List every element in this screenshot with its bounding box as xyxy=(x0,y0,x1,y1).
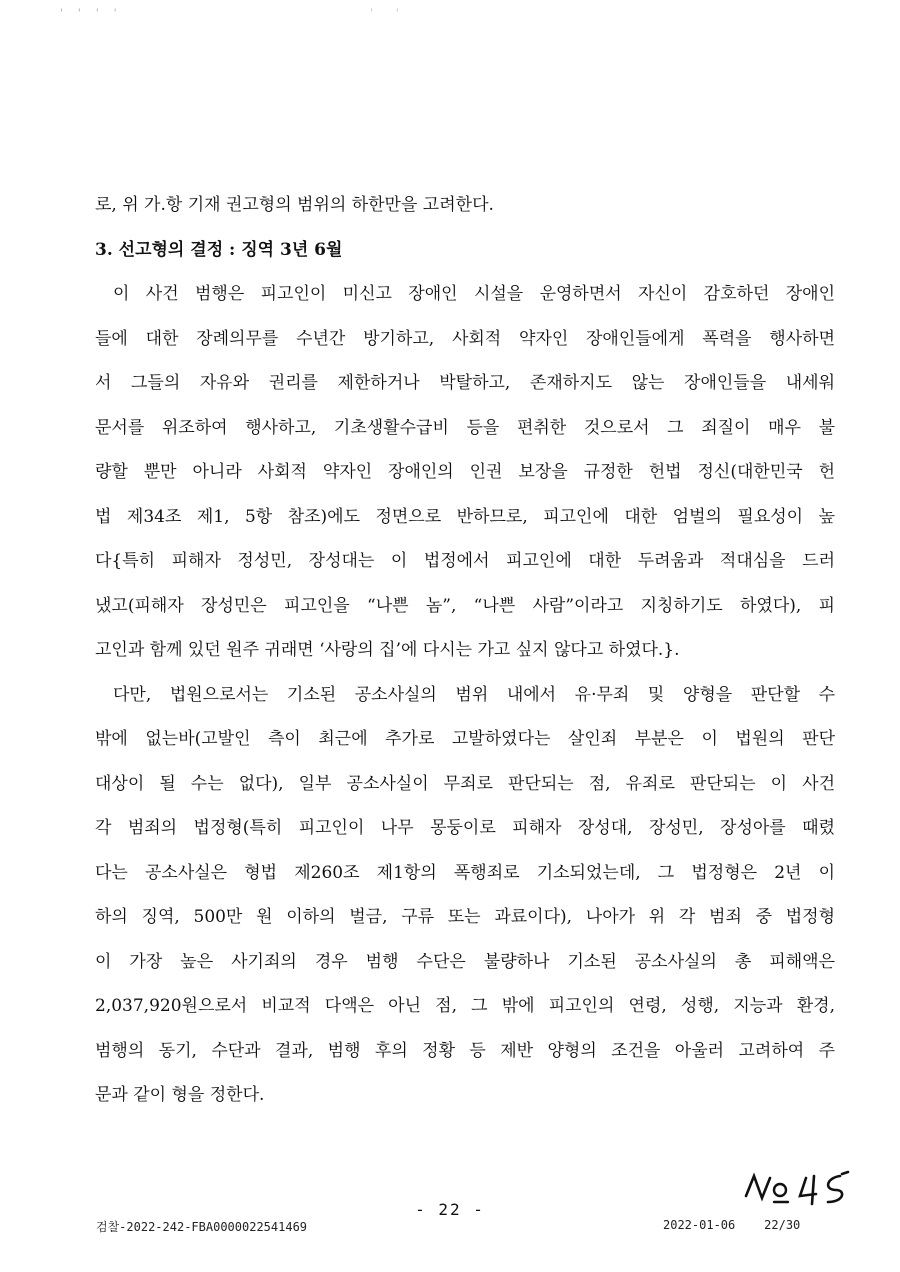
body-line: 이 사건 범행은 피고인이 미신고 장애인 시설을 운영하면서 자신이 감호하던 장애인 xyxy=(113,284,835,304)
body-line: 냈고(피해자 장성민은 피고인을 “나쁜 놈”, “나쁜 사람”이라고 지칭하기도 하였다), 피 xyxy=(95,595,835,616)
document-body xyxy=(95,183,835,1118)
body-line: 하의 징역, 500만 원 이하의 벌금, 구류 또는 과료이다), 나아가 위 각 범죄 중 법정형 xyxy=(95,907,835,927)
footer-date: 2022-01-06 xyxy=(663,1218,736,1232)
body-line: 밖에 없는바(고발인 측이 최근에 추가로 고발하였다는 살인죄 부분은 이 법원의 판단 xyxy=(95,729,835,749)
body-line: 범행의 동기, 수단과 결과, 범행 후의 정황 등 제반 양형의 조건을 아울러 고려하여 주 xyxy=(95,1040,835,1061)
footer-date-pages xyxy=(663,1218,800,1232)
body-line: 서 그들의 자유와 권리를 제한하거나 박탈하고, 존재하지도 않는 장애인들을 내세워 xyxy=(95,373,835,393)
body-line: 각 범죄의 법정형(특히 피고인이 나무 몽둥이로 피해자 장성대, 장성민, 장성아를 때렸 xyxy=(95,818,835,838)
section-heading: 3. 선고형의 결정 : 징역 3년 6월 xyxy=(95,239,343,260)
body-line: 대상이 될 수는 없다), 일부 공소사실이 무죄로 판단되는 점, 유죄로 판단되는 이 사건 xyxy=(95,773,835,794)
body-line: 다만, 법원으로서는 기소된 공소사실의 범위 내에서 유·무죄 및 양형을 판단할 수 xyxy=(113,684,835,705)
body-line: 법 제34조 제1, 5항 참조)에도 정면으로 반하므로, 피고인에 대한 엄벌의 필요성이 높 xyxy=(95,506,835,527)
body-line: 문서를 위조하여 행사하고, 기초생활수급비 등을 편취한 것으로서 그 죄질이 매우 불 xyxy=(95,417,835,438)
document-id: 검찰-2022-242-FBA0000022541469 xyxy=(96,1220,308,1234)
body-line: 다{특히 피해자 정성민, 장성대는 이 법정에서 피고인에 대한 두려움과 적대심을 드러 xyxy=(95,551,835,571)
body-line: 고인과 함께 있던 원주 귀래면 ‘사랑의 집’에 다시는 가고 싶지 않다고 하였다.}. xyxy=(95,640,680,660)
scan-specks: ' ' ' ' xyxy=(60,8,123,19)
body-line: 다는 공소사실은 형법 제260조 제1항의 폭행죄로 기소되었는데, 그 법정형은 2년 이 xyxy=(95,862,835,883)
body-line: 문과 같이 형을 정한다. xyxy=(95,1085,265,1105)
body-line: 이 가장 높은 사기죄의 경우 범행 수단은 불량하나 기소된 공소사실의 총 피해액은 xyxy=(95,951,835,972)
body-line: 2,037,920원으로서 비교적 다액은 아닌 점, 그 밖에 피고인의 연령, 성행, 지능과 환경, xyxy=(95,996,835,1016)
body-line: 량할 뿐만 아니라 사회적 약자인 장애인의 인권 보장을 규정한 헌법 정신(대한민국 헌 xyxy=(95,462,835,482)
footer-page-count: 22/30 xyxy=(764,1218,801,1232)
body-line: 로, 위 가.항 기재 권고형의 범위의 하한만을 고려한다. xyxy=(95,195,494,215)
body-line: 들에 대한 장례의무를 수년간 방기하고, 사회적 약자인 장애인들에게 폭력을 행사하면 xyxy=(95,328,835,349)
scan-specks: ' ' xyxy=(370,8,409,19)
page-number: - 22 - xyxy=(415,1200,485,1219)
